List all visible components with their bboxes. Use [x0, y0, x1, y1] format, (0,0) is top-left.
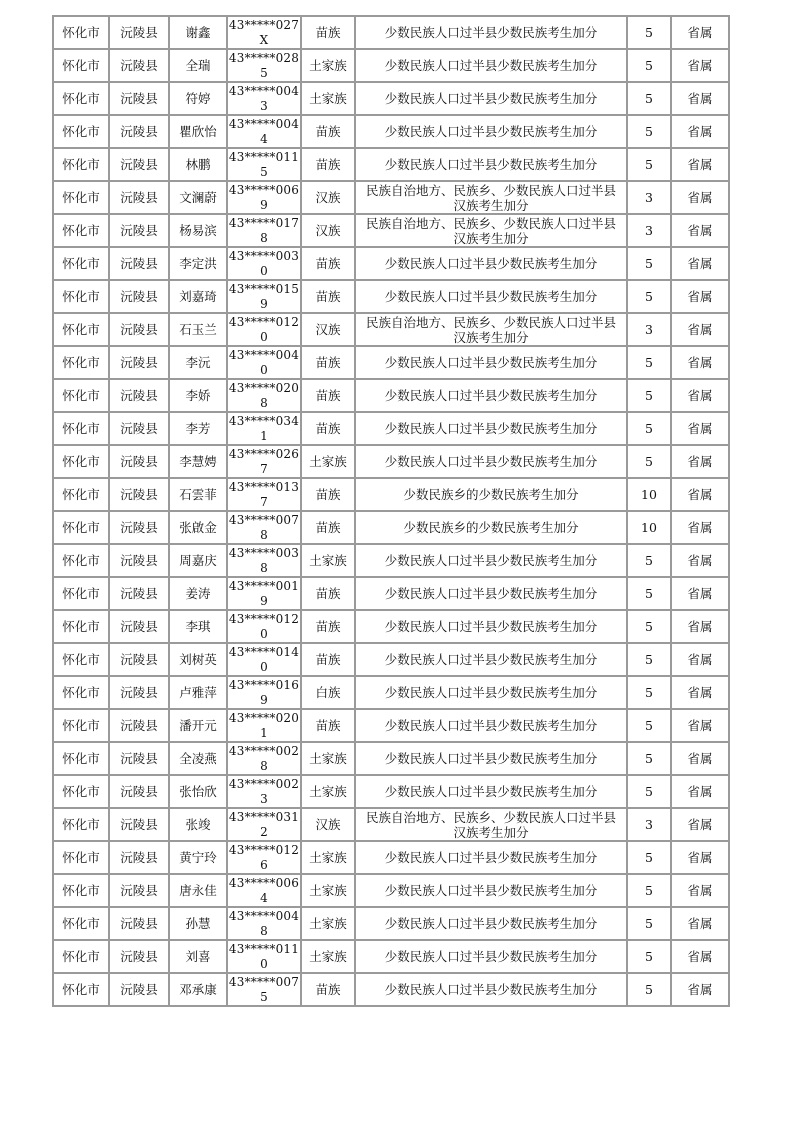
ethnicity-cell: 苗族 [301, 16, 355, 49]
id-number-cell: 43*****0069 [227, 181, 301, 214]
bonus-score-cell: 5 [627, 577, 671, 610]
name-cell: 姜涛 [169, 577, 227, 610]
jurisdiction-cell: 省属 [671, 643, 729, 676]
ethnicity-cell: 土家族 [301, 82, 355, 115]
bonus-reason-cell: 民族自治地方、民族乡、少数民族人口过半县汉族考生加分 [355, 313, 627, 346]
jurisdiction-cell: 省属 [671, 544, 729, 577]
bonus-score-cell: 3 [627, 313, 671, 346]
id-number-cell: 43*****0028 [227, 742, 301, 775]
bonus-reason-cell: 少数民族人口过半县少数民族考生加分 [355, 676, 627, 709]
ethnicity-cell: 苗族 [301, 148, 355, 181]
name-cell: 文澜蔚 [169, 181, 227, 214]
city-cell: 怀化市 [53, 907, 109, 940]
ethnicity-cell: 土家族 [301, 445, 355, 478]
bonus-reason-cell: 少数民族人口过半县少数民族考生加分 [355, 445, 627, 478]
county-cell: 沅陵县 [109, 577, 169, 610]
county-cell: 沅陵县 [109, 643, 169, 676]
id-number-cell: 43*****0137 [227, 478, 301, 511]
name-cell: 孙慧 [169, 907, 227, 940]
name-cell: 李娇 [169, 379, 227, 412]
jurisdiction-cell: 省属 [671, 478, 729, 511]
jurisdiction-cell: 省属 [671, 181, 729, 214]
bonus-reason-cell: 民族自治地方、民族乡、少数民族人口过半县汉族考生加分 [355, 181, 627, 214]
id-number-cell: 43*****0043 [227, 82, 301, 115]
name-cell: 刘嘉琦 [169, 280, 227, 313]
name-cell: 邓承康 [169, 973, 227, 1006]
jurisdiction-cell: 省属 [671, 973, 729, 1006]
id-number-cell: 43*****0267 [227, 445, 301, 478]
bonus-reason-cell: 少数民族人口过半县少数民族考生加分 [355, 379, 627, 412]
id-number-cell: 43*****0126 [227, 841, 301, 874]
jurisdiction-cell: 省属 [671, 511, 729, 544]
ethnicity-cell: 苗族 [301, 280, 355, 313]
bonus-score-cell: 5 [627, 841, 671, 874]
name-cell: 符婷 [169, 82, 227, 115]
county-cell: 沅陵县 [109, 808, 169, 841]
table-row [53, 478, 729, 511]
id-number-cell: 43*****0044 [227, 115, 301, 148]
name-cell: 林鹏 [169, 148, 227, 181]
ethnicity-cell: 苗族 [301, 115, 355, 148]
bonus-reason-cell: 少数民族人口过半县少数民族考生加分 [355, 247, 627, 280]
bonus-points-table-page [52, 15, 730, 1007]
ethnicity-cell: 土家族 [301, 874, 355, 907]
name-cell: 李沅 [169, 346, 227, 379]
id-number-cell: 43*****0078 [227, 511, 301, 544]
id-number-cell: 43*****0285 [227, 49, 301, 82]
bonus-score-cell: 5 [627, 379, 671, 412]
bonus-reason-cell: 少数民族人口过半县少数民族考生加分 [355, 610, 627, 643]
county-cell: 沅陵县 [109, 940, 169, 973]
bonus-score-cell: 5 [627, 346, 671, 379]
city-cell: 怀化市 [53, 412, 109, 445]
city-cell: 怀化市 [53, 82, 109, 115]
bonus-reason-cell: 少数民族人口过半县少数民族考生加分 [355, 775, 627, 808]
name-cell: 周嘉庆 [169, 544, 227, 577]
jurisdiction-cell: 省属 [671, 808, 729, 841]
county-cell: 沅陵县 [109, 346, 169, 379]
id-number-cell: 43*****0140 [227, 643, 301, 676]
ethnicity-cell: 汉族 [301, 313, 355, 346]
city-cell: 怀化市 [53, 115, 109, 148]
county-cell: 沅陵县 [109, 841, 169, 874]
county-cell: 沅陵县 [109, 676, 169, 709]
city-cell: 怀化市 [53, 148, 109, 181]
id-number-cell: 43*****0312 [227, 808, 301, 841]
ethnicity-cell: 苗族 [301, 643, 355, 676]
city-cell: 怀化市 [53, 313, 109, 346]
table-row [53, 577, 729, 610]
table-row [53, 676, 729, 709]
table-row [53, 16, 729, 49]
county-cell: 沅陵县 [109, 973, 169, 1006]
table-row [53, 841, 729, 874]
table-row [53, 82, 729, 115]
city-cell: 怀化市 [53, 742, 109, 775]
table-row [53, 49, 729, 82]
city-cell: 怀化市 [53, 643, 109, 676]
county-cell: 沅陵县 [109, 115, 169, 148]
table-row [53, 445, 729, 478]
jurisdiction-cell: 省属 [671, 907, 729, 940]
jurisdiction-cell: 省属 [671, 775, 729, 808]
name-cell: 全凌燕 [169, 742, 227, 775]
ethnicity-cell: 土家族 [301, 544, 355, 577]
city-cell: 怀化市 [53, 544, 109, 577]
county-cell: 沅陵县 [109, 247, 169, 280]
county-cell: 沅陵县 [109, 544, 169, 577]
county-cell: 沅陵县 [109, 214, 169, 247]
jurisdiction-cell: 省属 [671, 874, 729, 907]
table-row [53, 247, 729, 280]
county-cell: 沅陵县 [109, 181, 169, 214]
id-number-cell: 43*****027X [227, 16, 301, 49]
table-row [53, 874, 729, 907]
table-row [53, 775, 729, 808]
county-cell: 沅陵县 [109, 82, 169, 115]
city-cell: 怀化市 [53, 247, 109, 280]
bonus-score-cell: 5 [627, 676, 671, 709]
id-number-cell: 43*****0208 [227, 379, 301, 412]
name-cell: 潘开元 [169, 709, 227, 742]
jurisdiction-cell: 省属 [671, 709, 729, 742]
bonus-reason-cell: 少数民族人口过半县少数民族考生加分 [355, 412, 627, 445]
county-cell: 沅陵县 [109, 313, 169, 346]
county-cell: 沅陵县 [109, 478, 169, 511]
city-cell: 怀化市 [53, 214, 109, 247]
bonus-reason-cell: 少数民族人口过半县少数民族考生加分 [355, 280, 627, 313]
table-row [53, 940, 729, 973]
name-cell: 瞿欣怡 [169, 115, 227, 148]
name-cell: 张竣 [169, 808, 227, 841]
name-cell: 李定洪 [169, 247, 227, 280]
bonus-points-table [52, 15, 730, 1007]
bonus-score-cell: 5 [627, 115, 671, 148]
name-cell: 石雲菲 [169, 478, 227, 511]
name-cell: 李琪 [169, 610, 227, 643]
id-number-cell: 43*****0110 [227, 940, 301, 973]
table-row [53, 313, 729, 346]
bonus-score-cell: 3 [627, 181, 671, 214]
county-cell: 沅陵县 [109, 49, 169, 82]
id-number-cell: 43*****0201 [227, 709, 301, 742]
name-cell: 刘树英 [169, 643, 227, 676]
bonus-reason-cell: 少数民族人口过半县少数民族考生加分 [355, 709, 627, 742]
city-cell: 怀化市 [53, 379, 109, 412]
city-cell: 怀化市 [53, 940, 109, 973]
name-cell: 张怡欣 [169, 775, 227, 808]
jurisdiction-cell: 省属 [671, 16, 729, 49]
city-cell: 怀化市 [53, 478, 109, 511]
bonus-reason-cell: 少数民族人口过半县少数民族考生加分 [355, 907, 627, 940]
table-row [53, 973, 729, 1006]
city-cell: 怀化市 [53, 874, 109, 907]
city-cell: 怀化市 [53, 346, 109, 379]
table-row [53, 907, 729, 940]
jurisdiction-cell: 省属 [671, 412, 729, 445]
id-number-cell: 43*****0019 [227, 577, 301, 610]
ethnicity-cell: 土家族 [301, 940, 355, 973]
county-cell: 沅陵县 [109, 874, 169, 907]
county-cell: 沅陵县 [109, 16, 169, 49]
ethnicity-cell: 土家族 [301, 907, 355, 940]
id-number-cell: 43*****0030 [227, 247, 301, 280]
name-cell: 唐永佳 [169, 874, 227, 907]
bonus-reason-cell: 少数民族人口过半县少数民族考生加分 [355, 49, 627, 82]
jurisdiction-cell: 省属 [671, 379, 729, 412]
table-row [53, 808, 729, 841]
city-cell: 怀化市 [53, 973, 109, 1006]
county-cell: 沅陵县 [109, 775, 169, 808]
table-row [53, 511, 729, 544]
table-row [53, 214, 729, 247]
name-cell: 卢雅萍 [169, 676, 227, 709]
jurisdiction-cell: 省属 [671, 49, 729, 82]
bonus-reason-cell: 少数民族乡的少数民族考生加分 [355, 478, 627, 511]
bonus-score-cell: 5 [627, 148, 671, 181]
county-cell: 沅陵县 [109, 511, 169, 544]
bonus-reason-cell: 少数民族人口过半县少数民族考生加分 [355, 346, 627, 379]
table-row [53, 280, 729, 313]
city-cell: 怀化市 [53, 610, 109, 643]
bonus-reason-cell: 少数民族人口过半县少数民族考生加分 [355, 940, 627, 973]
table-row [53, 544, 729, 577]
ethnicity-cell: 苗族 [301, 478, 355, 511]
bonus-reason-cell: 少数民族人口过半县少数民族考生加分 [355, 742, 627, 775]
jurisdiction-cell: 省属 [671, 214, 729, 247]
bonus-reason-cell: 少数民族人口过半县少数民族考生加分 [355, 544, 627, 577]
county-cell: 沅陵县 [109, 280, 169, 313]
bonus-reason-cell: 民族自治地方、民族乡、少数民族人口过半县汉族考生加分 [355, 214, 627, 247]
county-cell: 沅陵县 [109, 907, 169, 940]
county-cell: 沅陵县 [109, 379, 169, 412]
ethnicity-cell: 土家族 [301, 775, 355, 808]
name-cell: 张啟金 [169, 511, 227, 544]
ethnicity-cell: 苗族 [301, 709, 355, 742]
id-number-cell: 43*****0159 [227, 280, 301, 313]
bonus-score-cell: 5 [627, 445, 671, 478]
name-cell: 全瑞 [169, 49, 227, 82]
jurisdiction-cell: 省属 [671, 940, 729, 973]
county-cell: 沅陵县 [109, 445, 169, 478]
jurisdiction-cell: 省属 [671, 280, 729, 313]
id-number-cell: 43*****0169 [227, 676, 301, 709]
bonus-reason-cell: 少数民族人口过半县少数民族考生加分 [355, 82, 627, 115]
id-number-cell: 43*****0178 [227, 214, 301, 247]
county-cell: 沅陵县 [109, 148, 169, 181]
jurisdiction-cell: 省属 [671, 577, 729, 610]
bonus-reason-cell: 民族自治地方、民族乡、少数民族人口过半县汉族考生加分 [355, 808, 627, 841]
city-cell: 怀化市 [53, 49, 109, 82]
bonus-score-cell: 10 [627, 478, 671, 511]
id-number-cell: 43*****0038 [227, 544, 301, 577]
ethnicity-cell: 白族 [301, 676, 355, 709]
id-number-cell: 43*****0120 [227, 610, 301, 643]
city-cell: 怀化市 [53, 841, 109, 874]
jurisdiction-cell: 省属 [671, 445, 729, 478]
bonus-score-cell: 5 [627, 280, 671, 313]
table-row [53, 379, 729, 412]
jurisdiction-cell: 省属 [671, 82, 729, 115]
jurisdiction-cell: 省属 [671, 610, 729, 643]
table-row [53, 709, 729, 742]
bonus-score-cell: 5 [627, 16, 671, 49]
bonus-score-cell: 5 [627, 49, 671, 82]
county-cell: 沅陵县 [109, 412, 169, 445]
jurisdiction-cell: 省属 [671, 742, 729, 775]
bonus-score-cell: 5 [627, 940, 671, 973]
ethnicity-cell: 苗族 [301, 973, 355, 1006]
ethnicity-cell: 苗族 [301, 511, 355, 544]
jurisdiction-cell: 省属 [671, 841, 729, 874]
bonus-score-cell: 5 [627, 742, 671, 775]
id-number-cell: 43*****0075 [227, 973, 301, 1006]
ethnicity-cell: 土家族 [301, 841, 355, 874]
city-cell: 怀化市 [53, 676, 109, 709]
bonus-score-cell: 5 [627, 709, 671, 742]
city-cell: 怀化市 [53, 808, 109, 841]
bonus-score-cell: 3 [627, 808, 671, 841]
city-cell: 怀化市 [53, 445, 109, 478]
ethnicity-cell: 汉族 [301, 181, 355, 214]
ethnicity-cell: 苗族 [301, 577, 355, 610]
city-cell: 怀化市 [53, 280, 109, 313]
bonus-reason-cell: 少数民族人口过半县少数民族考生加分 [355, 148, 627, 181]
bonus-score-cell: 5 [627, 247, 671, 280]
bonus-reason-cell: 少数民族人口过半县少数民族考生加分 [355, 973, 627, 1006]
table-row [53, 610, 729, 643]
county-cell: 沅陵县 [109, 709, 169, 742]
bonus-score-cell: 5 [627, 610, 671, 643]
id-number-cell: 43*****0064 [227, 874, 301, 907]
ethnicity-cell: 苗族 [301, 247, 355, 280]
city-cell: 怀化市 [53, 16, 109, 49]
bonus-score-cell: 5 [627, 907, 671, 940]
table-row [53, 115, 729, 148]
bonus-score-cell: 5 [627, 544, 671, 577]
city-cell: 怀化市 [53, 709, 109, 742]
jurisdiction-cell: 省属 [671, 115, 729, 148]
jurisdiction-cell: 省属 [671, 346, 729, 379]
bonus-score-cell: 5 [627, 874, 671, 907]
table-body [53, 16, 729, 1006]
ethnicity-cell: 汉族 [301, 808, 355, 841]
ethnicity-cell: 苗族 [301, 412, 355, 445]
city-cell: 怀化市 [53, 511, 109, 544]
jurisdiction-cell: 省属 [671, 247, 729, 280]
table-row [53, 412, 729, 445]
bonus-reason-cell: 少数民族人口过半县少数民族考生加分 [355, 577, 627, 610]
name-cell: 石玉兰 [169, 313, 227, 346]
table-row [53, 742, 729, 775]
id-number-cell: 43*****0120 [227, 313, 301, 346]
bonus-reason-cell: 少数民族人口过半县少数民族考生加分 [355, 643, 627, 676]
bonus-reason-cell: 少数民族人口过半县少数民族考生加分 [355, 16, 627, 49]
ethnicity-cell: 土家族 [301, 49, 355, 82]
id-number-cell: 43*****0115 [227, 148, 301, 181]
id-number-cell: 43*****0341 [227, 412, 301, 445]
name-cell: 黄宁玲 [169, 841, 227, 874]
ethnicity-cell: 汉族 [301, 214, 355, 247]
bonus-score-cell: 5 [627, 643, 671, 676]
jurisdiction-cell: 省属 [671, 148, 729, 181]
bonus-score-cell: 3 [627, 214, 671, 247]
jurisdiction-cell: 省属 [671, 313, 729, 346]
id-number-cell: 43*****0040 [227, 346, 301, 379]
bonus-score-cell: 5 [627, 412, 671, 445]
jurisdiction-cell: 省属 [671, 676, 729, 709]
city-cell: 怀化市 [53, 577, 109, 610]
table-row [53, 643, 729, 676]
ethnicity-cell: 苗族 [301, 610, 355, 643]
name-cell: 谢鑫 [169, 16, 227, 49]
table-row [53, 181, 729, 214]
table-row [53, 148, 729, 181]
bonus-reason-cell: 少数民族人口过半县少数民族考生加分 [355, 874, 627, 907]
bonus-reason-cell: 少数民族人口过半县少数民族考生加分 [355, 115, 627, 148]
bonus-score-cell: 5 [627, 775, 671, 808]
table-row [53, 346, 729, 379]
bonus-score-cell: 5 [627, 973, 671, 1006]
bonus-reason-cell: 少数民族人口过半县少数民族考生加分 [355, 841, 627, 874]
id-number-cell: 43*****0048 [227, 907, 301, 940]
bonus-reason-cell: 少数民族乡的少数民族考生加分 [355, 511, 627, 544]
ethnicity-cell: 土家族 [301, 742, 355, 775]
ethnicity-cell: 苗族 [301, 379, 355, 412]
name-cell: 杨易滨 [169, 214, 227, 247]
bonus-score-cell: 10 [627, 511, 671, 544]
id-number-cell: 43*****0023 [227, 775, 301, 808]
county-cell: 沅陵县 [109, 610, 169, 643]
city-cell: 怀化市 [53, 775, 109, 808]
city-cell: 怀化市 [53, 181, 109, 214]
ethnicity-cell: 苗族 [301, 346, 355, 379]
county-cell: 沅陵县 [109, 742, 169, 775]
name-cell: 李慧娉 [169, 445, 227, 478]
name-cell: 李芳 [169, 412, 227, 445]
name-cell: 刘喜 [169, 940, 227, 973]
bonus-score-cell: 5 [627, 82, 671, 115]
